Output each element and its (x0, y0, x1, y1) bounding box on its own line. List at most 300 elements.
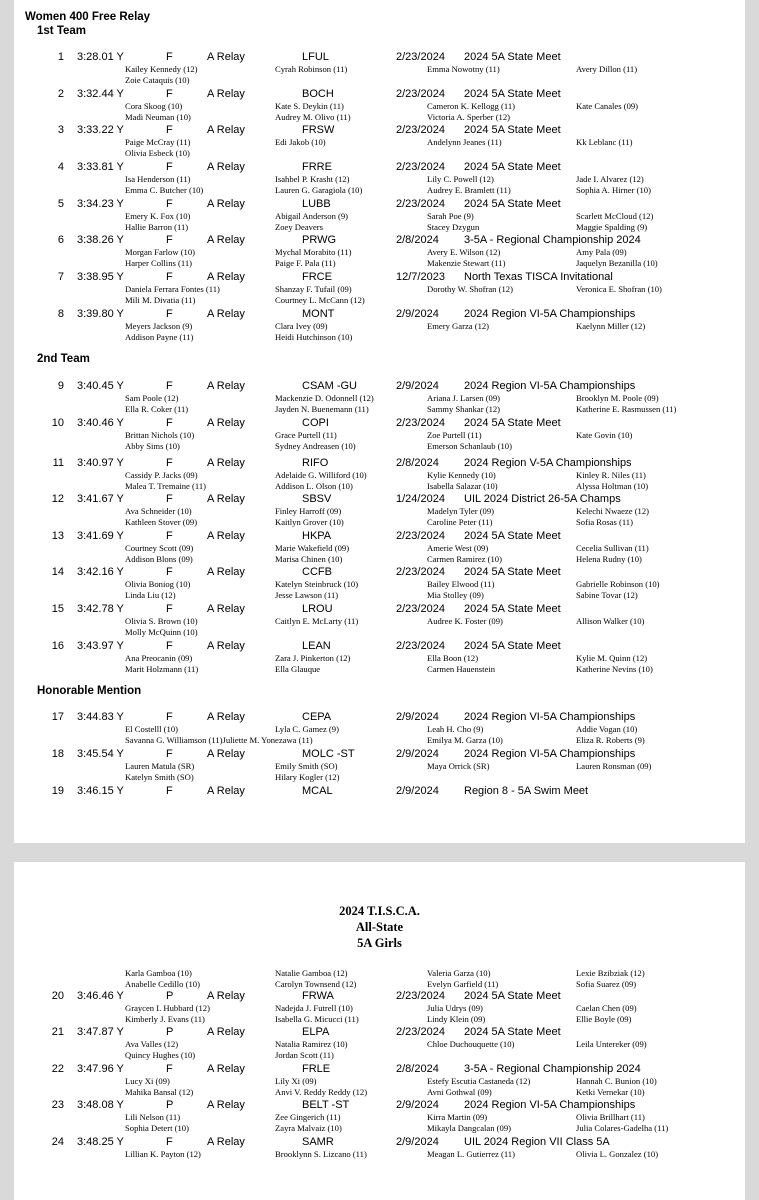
relay-relay: A Relay (207, 493, 245, 505)
relay-date: 2/8/2024 (396, 457, 439, 469)
relay-rank: 5 (57, 198, 64, 210)
swimmer-row (14, 506, 745, 516)
relay-time: 3:34.23 Y (77, 198, 124, 210)
swimmer-name: Bailey Elwood (11) (427, 579, 495, 589)
swimmer-name: Marit Holzmann (11) (125, 664, 199, 674)
relay-time: 3:38.95 Y (77, 271, 124, 283)
relay-gender: F (166, 457, 173, 469)
relay-date: 2/9/2024 (396, 711, 439, 723)
relay-relay: A Relay (207, 711, 245, 723)
relay-meet: 2024 5A State Meet (464, 198, 561, 210)
swimmer-name: Avni Gothwal (09) (427, 1087, 492, 1097)
relay-relay: A Relay (207, 417, 245, 429)
relay-time: 3:46.46 Y (77, 990, 124, 1002)
swimmer-name: Lexie Bzibziak (12) (576, 968, 645, 978)
swimmer-name: Carmen Hauenstein (427, 664, 496, 674)
relay-rank: 20 (51, 990, 64, 1002)
relay-meet: North Texas TISCA Invitational (464, 271, 613, 283)
swimmer-name: Olivia Brillhart (11) (576, 1112, 645, 1122)
swimmer-name: Julia Colares-Gadelha (11) (576, 1123, 669, 1133)
relay-team: LFUL (302, 51, 329, 63)
swimmer-name: Kk Leblanc (11) (576, 137, 633, 147)
swimmer-name: Stacey Dzygun (427, 222, 480, 232)
swimmer-name: Zoie Cataquis (10) (125, 75, 190, 85)
relay-meet: 2024 5A State Meet (464, 990, 561, 1002)
relay-date: 2/9/2024 (396, 748, 439, 760)
swimmer-name: Kimberly J. Evans (11) (125, 1014, 205, 1024)
relay-date: 2/23/2024 (396, 566, 445, 578)
swimmer-row (14, 590, 745, 600)
relay-rank: 17 (51, 711, 64, 723)
relay-relay: A Relay (207, 1099, 245, 1111)
swimmer-name: Amerie West (09) (427, 543, 489, 553)
first-team-heading: 1st Team (37, 25, 87, 37)
swimmer-name: Scarlett McCloud (12) (576, 211, 654, 221)
relay-rank: 7 (57, 271, 64, 283)
relay-result-row (14, 51, 745, 63)
swimmer-row (14, 137, 745, 147)
relay-rank: 23 (51, 1099, 64, 1111)
relay-date: 2/23/2024 (396, 88, 445, 100)
swimmer-name: Quincy Hughes (10) (125, 1050, 196, 1060)
swimmer-row (14, 1076, 745, 1086)
swimmer-name: Emery Garza (12) (427, 321, 490, 331)
swimmer-row (14, 321, 745, 331)
swimmer-name: Ketki Vernekar (10) (576, 1087, 645, 1097)
swimmer-name: Courtney L. McCann (12) (275, 295, 365, 305)
swimmer-name: Zara J. Pinkerton (12) (275, 653, 351, 663)
swimmer-name: Olivia Esbeck (10) (125, 148, 190, 158)
relay-date: 12/7/2023 (396, 271, 445, 283)
swimmer-name: Carmen Ramirez (10) (427, 554, 502, 564)
relay-time: 3:38.26 Y (77, 234, 124, 246)
relay-team: PRWG (302, 234, 337, 246)
swimmer-name: Marisa Chinen (10) (275, 554, 343, 564)
relay-meet: 2024 Region VI-5A Championships (464, 1099, 636, 1111)
swimmer-name: Hannah C. Bunion (10) (576, 1076, 657, 1086)
swimmer-name: Jordan Scott (11) (275, 1050, 334, 1060)
swimmer-name: Maggie Spalding (9) (576, 222, 648, 232)
relay-time: 3:39.80 Y (77, 308, 124, 320)
relay-time: 3:33.81 Y (77, 161, 124, 173)
swimmer-name: Sofia Suarez (09) (576, 979, 637, 989)
relay-meet: 2024 5A State Meet (464, 417, 561, 429)
page2-title-line2: All-State (355, 920, 404, 934)
swimmer-name: Kelechi Nwaeze (12) (576, 506, 650, 516)
swimmer-name: Courtney Scott (09) (125, 543, 194, 553)
relay-relay: A Relay (207, 1063, 245, 1075)
relay-result-row (14, 417, 745, 429)
swimmer-name: Karla Gamboa (10) (125, 968, 192, 978)
swimmer-name: Mahika Bansal (12) (125, 1087, 194, 1097)
swimmer-name: Kirra Martin (09) (427, 1112, 488, 1122)
swimmer-name: Lauren G. Garagiola (10) (275, 185, 363, 195)
relay-time: 3:48.08 Y (77, 1099, 124, 1111)
relay-relay: A Relay (207, 271, 245, 283)
relay-meet: 2024 5A State Meet (464, 124, 561, 136)
swimmer-row (14, 543, 745, 553)
swimmer-row (14, 1160, 745, 1170)
relay-result-row (14, 234, 745, 246)
swimmer-name: Lindy Klein (09) (427, 1014, 486, 1024)
swimmer-row (14, 112, 745, 122)
swimmer-name: Clara Ivey (09) (275, 321, 328, 331)
relay-result-row (14, 1136, 745, 1148)
swimmer-name: Kaitlyn Grover (10) (275, 517, 344, 527)
swimmer-name: Malea T. Tremaine (11) (125, 481, 206, 491)
swimmer-name: Jaquelyn Bezanilla (10) (576, 258, 658, 268)
swimmer-row (14, 222, 745, 232)
relay-rank: 3 (57, 124, 64, 136)
swimmer-name: Natalie Gamboa (12) (275, 968, 348, 978)
document-page-2 (14, 862, 745, 1200)
relay-time: 3:40.46 Y (77, 417, 124, 429)
swimmer-name: Olivia Boniog (10) (125, 579, 191, 589)
relay-team: LROU (302, 603, 333, 615)
swimmer-name: Sam Poole (12) (125, 393, 179, 403)
relay-rank: 18 (51, 748, 64, 760)
swimmer-name: Katelyn Smith (SO) (125, 772, 194, 782)
swimmer-name: Daniela Ferrara Fontes (11) (125, 284, 220, 294)
relay-gender: F (166, 493, 173, 505)
relay-gender: F (166, 271, 173, 283)
swimmer-row (14, 404, 745, 414)
swimmer-name: Brittan Nichols (10) (125, 430, 195, 440)
swimmer-row (14, 724, 745, 734)
relay-time: 3:32.44 Y (77, 88, 124, 100)
swimmer-name: Sophia Detert (10) (125, 1123, 189, 1133)
swimmer-name: Katelyn Steinbruck (10) (275, 579, 359, 589)
swimmer-name: Meyers Jackson (9) (125, 321, 193, 331)
swimmer-name: Adelaide G. Williford (10) (275, 470, 367, 480)
relay-result-row (14, 990, 745, 1002)
swimmer-row (14, 481, 745, 491)
swimmer-name: Emma C. Butcher (10) (125, 185, 204, 195)
second-team-heading: 2nd Team (37, 353, 90, 365)
swimmer-name: Allison Walker (10) (576, 616, 645, 626)
swimmer-name: Gabrielle Robinson (10) (576, 579, 660, 589)
relay-team: CEPA (302, 711, 332, 723)
relay-result-row (14, 748, 745, 760)
relay-meet: 2024 5A State Meet (464, 161, 561, 173)
swimmer-name: Eliza R. Roberts (9) (576, 735, 645, 745)
relay-rank: 1 (57, 51, 64, 63)
swimmer-row (14, 579, 745, 589)
swimmer-row (14, 75, 745, 85)
relay-gender: P (166, 1099, 174, 1111)
swimmer-name: Marie Wakefield (09) (275, 543, 350, 553)
relay-gender: F (166, 640, 173, 652)
swimmer-name: Isabella Salazar (10) (427, 481, 498, 491)
relay-meet: 2024 5A State Meet (464, 51, 561, 63)
swimmer-name: Mackenzie D. Odonnell (12) (275, 393, 374, 403)
swimmer-name: Ariana J. Larsen (09) (427, 393, 501, 403)
swimmer-name: Addison L. Olson (10) (275, 481, 353, 491)
relay-result-row (14, 271, 745, 283)
swimmer-name: Lily Xi (09) (275, 1076, 317, 1086)
relay-result-row (14, 88, 745, 100)
relay-relay: A Relay (207, 234, 245, 246)
swimmer-name: Kailey Kennedy (12) (125, 64, 198, 74)
relay-rank: 19 (51, 785, 64, 797)
relay-meet: Region 8 - 5A Swim Meet (464, 785, 589, 797)
swimmer-name: Ella R. Coker (11) (125, 404, 189, 414)
relay-team: MCAL (302, 785, 333, 797)
relay-rank: 2 (57, 88, 64, 100)
relay-result-row (14, 1099, 745, 1111)
relay-relay: A Relay (207, 785, 245, 797)
swimmer-name: Emma Nowotny (11) (427, 64, 500, 74)
relay-relay: A Relay (207, 1136, 245, 1148)
relay-team: CSAM -GU (302, 380, 357, 392)
swimmer-name: Caroline Peter (11) (427, 517, 493, 527)
swimmer-name: Maya Orrick (SR) (427, 761, 490, 771)
swimmer-name: Cassidy P. Jacks (09) (125, 470, 198, 480)
relay-date: 2/9/2024 (396, 308, 439, 320)
swimmer-name: Leila Untereker (09) (576, 1039, 647, 1049)
swimmer-name: Kylie M. Quinn (12) (576, 653, 648, 663)
swimmer-name: Paige McCray (11) (125, 137, 191, 147)
relay-rank: 8 (57, 308, 64, 320)
swimmer-name: Cora Skoog (10) (125, 101, 183, 111)
swimmer-row (14, 295, 745, 305)
swimmer-name: Addison Blons (09) (125, 554, 193, 564)
relay-time: 3:33.22 Y (77, 124, 124, 136)
swimmer-name: Sofia Rosas (11) (576, 517, 633, 527)
relay-gender: P (166, 990, 174, 1002)
relay-time: 3:40.45 Y (77, 380, 124, 392)
swimmer-row (14, 185, 745, 195)
relay-gender: P (166, 1026, 174, 1038)
swimmer-name: Hallie Barron (11) (125, 222, 189, 232)
swimmer-name: Ana Preocanin (09) (125, 653, 193, 663)
swimmer-name: Zee Gingerich (11) (275, 1112, 341, 1122)
relay-gender: F (166, 51, 173, 63)
swimmer-name: Natalia Ramirez (10) (275, 1039, 348, 1049)
relay-relay: A Relay (207, 640, 245, 652)
swimmer-row (14, 1014, 745, 1024)
relay-date: 2/23/2024 (396, 1026, 445, 1038)
swimmer-name: Paige F. Pala (11) (275, 258, 336, 268)
swimmer-name: Emily Smith (SO) (275, 761, 338, 771)
swimmer-name: Audrey M. Olivo (11) (275, 112, 351, 122)
relay-date: 2/23/2024 (396, 417, 445, 429)
relay-gender: F (166, 417, 173, 429)
relay-team: HKPA (302, 530, 332, 542)
relay-rank: 24 (51, 1136, 64, 1148)
relay-time: 3:28.01 Y (77, 51, 124, 63)
swimmer-row (14, 1123, 745, 1133)
relay-result-row (14, 1026, 745, 1038)
swimmer-name: Kinley R. Niles (11) (576, 470, 646, 480)
relay-result-row (14, 530, 745, 542)
swimmer-row (14, 968, 745, 978)
swimmer-name: Molly McQuinn (10) (125, 627, 198, 637)
swimmer-row (14, 517, 745, 527)
swimmer-name: El Costelll (10) (125, 724, 178, 734)
swimmer-row (14, 798, 745, 808)
relay-meet: 2024 5A State Meet (464, 88, 561, 100)
relay-result-row (14, 161, 745, 173)
swimmer-name: Ella Glauque (275, 664, 321, 674)
swimmer-row (14, 441, 745, 451)
relay-relay: A Relay (207, 161, 245, 173)
swimmer-name: Olivia S. Brown (10) (125, 616, 198, 626)
relay-result-row (14, 640, 745, 652)
relay-date: 2/23/2024 (396, 51, 445, 63)
swimmer-name: Isabella G. Micucci (11) (275, 1014, 359, 1024)
relay-result-row (14, 566, 745, 578)
swimmer-name: Estefy Escutia Castaneda (12) (427, 1076, 531, 1086)
swimmer-name: Lili Nelson (11) (125, 1112, 181, 1122)
relay-team: LUBB (302, 198, 331, 210)
relay-time: 3:41.69 Y (77, 530, 124, 542)
relay-relay: A Relay (207, 380, 245, 392)
swimmer-row (14, 430, 745, 440)
relay-result-row (14, 603, 745, 615)
swimmer-name: Ava Schneider (10) (125, 506, 192, 516)
swimmer-name: Heidi Hutchinson (10) (275, 332, 353, 342)
relay-result-row (14, 493, 745, 505)
swimmer-name: Mychal Morabito (11) (275, 247, 352, 257)
swimmer-name: Kylie Kennedy (10) (427, 470, 496, 480)
swimmer-name: Brooklyn M. Poole (09) (576, 393, 659, 403)
swimmer-name: Veronica E. Shofran (10) (576, 284, 662, 294)
swimmer-name: Zoe Purtell (11) (427, 430, 482, 440)
relay-rank: 11 (52, 457, 64, 469)
page2-title-line3: 5A Girls (357, 936, 402, 950)
relay-time: 3:42.16 Y (77, 566, 124, 578)
relay-relay: A Relay (207, 308, 245, 320)
swimmer-row (14, 393, 745, 403)
relay-team: FRCE (302, 271, 332, 283)
swimmer-name: Sophia A. Hirner (10) (576, 185, 651, 195)
swimmer-name: Isa Henderson (11) (125, 174, 191, 184)
relay-gender: F (166, 711, 173, 723)
relay-result-row (14, 380, 745, 392)
swimmer-name: Avery Dillon (11) (576, 64, 638, 74)
relay-rank: 6 (57, 234, 64, 246)
relay-result-row (14, 785, 745, 797)
relay-date: 2/9/2024 (396, 1136, 439, 1148)
swimmer-name: Sarah Poe (9) (427, 211, 474, 221)
relay-team: MONT (302, 308, 335, 320)
relay-time: 3:44.83 Y (77, 711, 124, 723)
relay-meet: 2024 5A State Meet (464, 603, 561, 615)
swimmer-row (14, 247, 745, 257)
swimmer-row (14, 284, 745, 294)
swimmer-name: Kate S. Deykin (11) (275, 101, 344, 111)
relay-team: COPI (302, 417, 329, 429)
swimmer-row (14, 1112, 745, 1122)
relay-relay: A Relay (207, 457, 245, 469)
swimmer-name: Zoey Deavers (275, 222, 323, 232)
relay-gender: F (166, 1136, 173, 1148)
swimmer-row (14, 101, 745, 111)
swimmer-row (14, 1149, 745, 1159)
swimmer-name: Grace Purtell (11) (275, 430, 337, 440)
swimmer-name: Meagan L. Gutierrez (11) (427, 1149, 515, 1159)
relay-date: 2/9/2024 (396, 785, 439, 797)
relay-date: 2/23/2024 (396, 198, 445, 210)
relay-meet: 2024 5A State Meet (464, 1026, 561, 1038)
relay-gender: F (166, 785, 173, 797)
swimmer-name: Chloe Duchouquette (10) (427, 1039, 515, 1049)
swimmer-name: Alyssa Holtman (10) (576, 481, 649, 491)
relay-date: 2/23/2024 (396, 640, 445, 652)
relay-gender: F (166, 748, 173, 760)
swimmer-name: Cyrah Robinson (11) (275, 64, 348, 74)
swimmer-row (14, 772, 745, 782)
swimmer-name: Evelyn Garfield (11) (427, 979, 499, 989)
relay-date: 2/23/2024 (396, 530, 445, 542)
swimmer-name: Ellie Boyle (09) (576, 1014, 632, 1024)
relay-team: BOCH (302, 88, 334, 100)
relay-date: 2/23/2024 (396, 161, 445, 173)
swimmer-name: Lauren Matula (SR) (125, 761, 195, 771)
swimmer-name: Cameron K. Kellogg (11) (427, 101, 515, 111)
swimmer-name: Avery E. Wilson (12) (427, 247, 501, 257)
swimmer-name: Jayden N. Buenemann (11) (275, 404, 369, 414)
document-page-1 (14, 0, 745, 843)
swimmer-name: Valeria Garza (10) (427, 968, 491, 978)
swimmer-name: Sydney Andreasen (10) (275, 441, 356, 451)
swimmer-row (14, 211, 745, 221)
relay-meet: 2024 Region VI-5A Championships (464, 308, 636, 320)
swimmer-name: Caelan Chen (09) (576, 1003, 637, 1013)
swimmer-name: Victoria A. Sperber (12) (427, 112, 511, 122)
swimmer-name: Makenzie Stewart (11) (427, 258, 506, 268)
relay-gender: F (166, 234, 173, 246)
swimmer-name: Harper Collins (11) (125, 258, 192, 268)
relay-team: MOLC -ST (302, 748, 355, 760)
swimmer-name: Ella Boon (12) (427, 653, 479, 663)
swimmer-row (14, 735, 745, 745)
swimmer-row (14, 64, 745, 74)
swimmer-name: Anvi V. Reddy Reddy (12) (275, 1087, 368, 1097)
relay-relay: A Relay (207, 530, 245, 542)
swimmer-name: Andelynn Jeanes (11) (427, 137, 502, 147)
swimmer-name: Shanzay F. Tufail (09) (275, 284, 352, 294)
page2-title-line1: 2024 T.I.S.C.A. (339, 904, 420, 918)
relay-result-row (14, 308, 745, 320)
relay-result-row (14, 198, 745, 210)
swimmer-name: Nadejda J. Futrell (10) (275, 1003, 353, 1013)
relay-meet: 3-5A - Regional Championship 2024 (464, 234, 641, 246)
relay-result-row (14, 457, 745, 469)
swimmer-name: Emery K. Fox (10) (125, 211, 191, 221)
relay-relay: A Relay (207, 566, 245, 578)
relay-date: 2/23/2024 (396, 990, 445, 1002)
relay-time: 3:46.15 Y (77, 785, 124, 797)
relay-date: 2/8/2024 (396, 1063, 439, 1075)
relay-team: RIFO (302, 457, 329, 469)
relay-gender: F (166, 530, 173, 542)
swimmer-row (14, 332, 745, 342)
swimmer-name: Edi Jakob (10) (275, 137, 326, 147)
swimmer-name: Cecelia Sullivan (11) (576, 543, 649, 553)
swimmer-name: Zayra Malvaiz (10) (275, 1123, 342, 1133)
swimmer-name: Madi Neuman (10) (125, 112, 191, 122)
relay-gender: F (166, 88, 173, 100)
swimmer-name: Ava Valles (12) (125, 1039, 179, 1049)
swimmer-name: Dorothy W. Shofran (12) (427, 284, 513, 294)
relay-result-row (14, 711, 745, 723)
swimmer-name: Hilary Kogler (12) (275, 772, 340, 782)
swimmer-name: Kate Canales (09) (576, 101, 639, 111)
swimmer-name: Mia Stolley (09) (427, 590, 484, 600)
relay-meet: UIL 2024 Region VII Class 5A (464, 1136, 610, 1148)
